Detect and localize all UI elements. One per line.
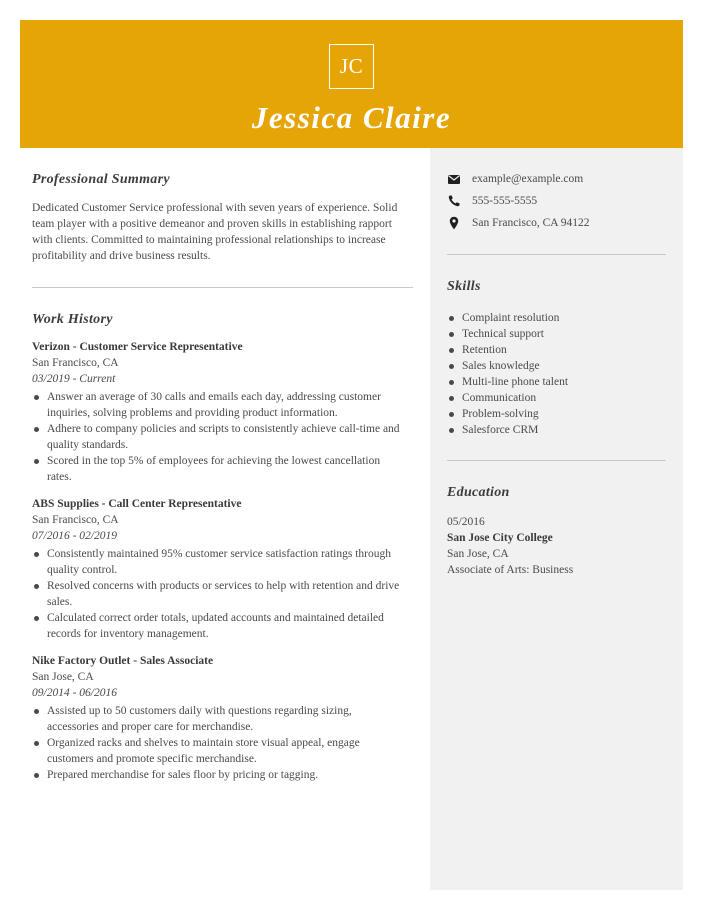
bullet-icon bbox=[449, 412, 454, 417]
skill-item: Complaint resolution bbox=[447, 310, 666, 326]
job-heading: Verizon - Customer Service Representative bbox=[32, 341, 243, 353]
skill-item: Technical support bbox=[447, 326, 666, 342]
job-bullet: Consistently maintained 95% customer service satisfaction ratings through quality control. bbox=[32, 546, 402, 578]
education-degree: Associate of Arts: Business bbox=[447, 564, 574, 576]
bullet-icon bbox=[34, 584, 39, 589]
skills-list bbox=[447, 310, 666, 438]
job-bullets bbox=[32, 703, 402, 783]
job-bullet: Resolved concerns with products or services to help with retention and drive sales. bbox=[32, 578, 402, 610]
bullet-icon bbox=[449, 428, 454, 433]
email-icon bbox=[447, 172, 461, 186]
skill-item: Salesforce CRM bbox=[447, 422, 666, 438]
job-bullets bbox=[32, 546, 402, 642]
bullet-icon bbox=[449, 332, 454, 337]
main-divider bbox=[32, 287, 413, 288]
bullet-icon bbox=[449, 364, 454, 369]
phone-icon bbox=[447, 194, 461, 208]
job-entry bbox=[32, 339, 414, 485]
location-pin-icon bbox=[447, 216, 461, 230]
job-bullet: Scored in the top 5% of employees for achieving the lowest cancellation rates. bbox=[32, 453, 402, 485]
main-column bbox=[32, 148, 414, 783]
bullet-icon bbox=[449, 396, 454, 401]
job-location: San Francisco, CA bbox=[32, 357, 119, 369]
education-entry bbox=[447, 514, 666, 578]
education-location: San Jose, CA bbox=[447, 548, 509, 560]
job-location: San Francisco, CA bbox=[32, 514, 119, 526]
job-heading: Nike Factory Outlet - Sales Associate bbox=[32, 655, 214, 667]
summary-text: Dedicated Customer Service professional with seven years of experience. Solid team player with a positive demeanor and proven skills in establishing rapport with clients. Committed to maintaining professional relationships to increase profitability and drive business results. bbox=[32, 202, 398, 262]
job-bullet: Calculated correct order totals, updated accounts and maintained detailed records for inventory management. bbox=[32, 610, 402, 642]
bullet-icon bbox=[34, 741, 39, 746]
monogram-badge: JC bbox=[329, 44, 374, 89]
job-entry bbox=[32, 496, 414, 642]
job-heading: ABS Supplies - Call Center Representative bbox=[32, 498, 242, 510]
skill-item: Sales knowledge bbox=[447, 358, 666, 374]
bullet-icon bbox=[34, 552, 39, 557]
bullet-icon bbox=[34, 616, 39, 621]
job-dates: 03/2019 - Current bbox=[32, 373, 116, 385]
bullet-icon bbox=[34, 709, 39, 714]
summary-title: Professional Summary bbox=[32, 172, 170, 187]
skill-item: Multi-line phone talent bbox=[447, 374, 666, 390]
skills-title: Skills bbox=[447, 279, 481, 294]
job-bullet: Answer an average of 30 calls and emails each day, addressing customer inquiries, solving problems and providing product information. bbox=[32, 389, 402, 421]
bullet-icon bbox=[34, 427, 39, 432]
bullet-icon bbox=[449, 316, 454, 321]
contact-phone bbox=[447, 193, 677, 209]
skill-item: Problem-solving bbox=[447, 406, 666, 422]
job-location: San Jose, CA bbox=[32, 671, 94, 683]
education-school: San Jose City College bbox=[447, 532, 553, 544]
work-history-title: Work History bbox=[32, 312, 113, 327]
bullet-icon bbox=[34, 773, 39, 778]
job-bullet: Prepared merchandise for sales floor by pricing or tagging. bbox=[32, 767, 402, 783]
sidebar-divider bbox=[447, 254, 666, 255]
job-bullet: Adhere to company policies and scripts to consistently achieve call-time and quality standards. bbox=[32, 421, 402, 453]
bullet-icon bbox=[449, 380, 454, 385]
candidate-name: Jessica Claire bbox=[251, 100, 452, 135]
bullet-icon bbox=[34, 459, 39, 464]
skill-item: Communication bbox=[447, 390, 666, 406]
job-dates: 07/2016 - 02/2019 bbox=[32, 530, 117, 542]
job-bullets bbox=[32, 389, 402, 485]
location-text: San Francisco, CA 94122 bbox=[472, 217, 590, 229]
job-dates: 09/2014 - 06/2016 bbox=[32, 687, 117, 699]
email-text: example@example.com bbox=[472, 173, 584, 185]
job-bullet: Organized racks and shelves to maintain store visual appeal, engage customers and promote specific merchandise. bbox=[32, 735, 402, 767]
job-entry bbox=[32, 653, 414, 783]
education-date: 05/2016 bbox=[447, 516, 485, 528]
contact-email bbox=[447, 171, 677, 187]
sidebar-divider bbox=[447, 460, 666, 461]
education-title: Education bbox=[447, 485, 510, 500]
bullet-icon bbox=[449, 348, 454, 353]
contact-location bbox=[447, 215, 677, 231]
phone-text: 555-555-5555 bbox=[472, 195, 538, 207]
bullet-icon bbox=[34, 395, 39, 400]
job-bullet: Assisted up to 50 customers daily with questions regarding sizing, accessories and proper care for merchandise. bbox=[32, 703, 402, 735]
skill-item: Retention bbox=[447, 342, 666, 358]
